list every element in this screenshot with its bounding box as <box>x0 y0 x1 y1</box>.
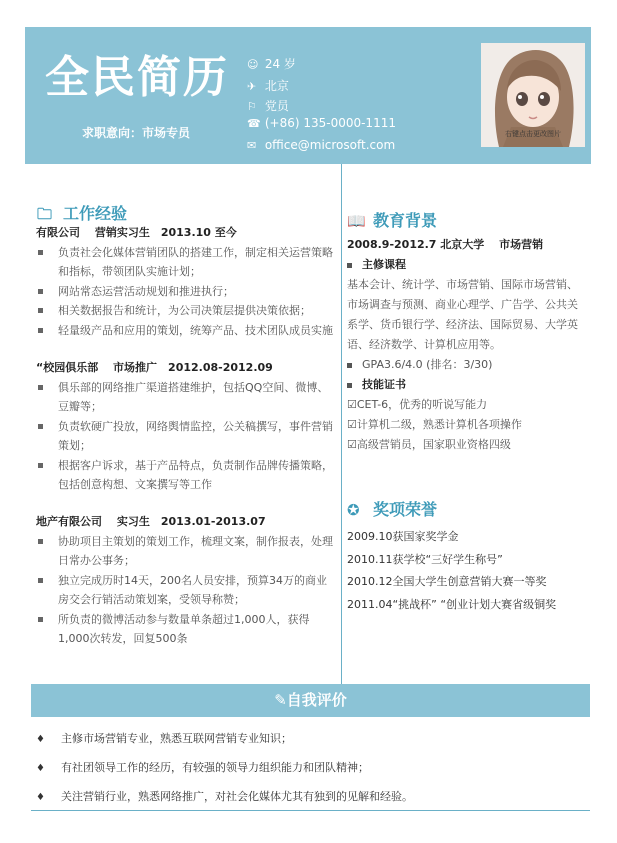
star-icon: ✪ <box>347 501 360 519</box>
job-3-bullet-cont: 日常办公事务； <box>58 554 135 567</box>
work-title-text: 工作经验 <box>63 204 128 223</box>
job-3-bullet: 所负责的微博活动参与数量单条超过1,000人，获得 <box>36 610 336 630</box>
school-line: 2008.9-2012.7 北京大学 市场营销 <box>347 238 544 251</box>
job-1-title: 有限公司 营销实习生 2013.10 至今 <box>36 226 237 239</box>
awards-title-text: 奖项荣誉 <box>373 500 438 519</box>
course-line: 市场调查与预测、商业心理学、广告学、公共关 <box>347 298 578 311</box>
contact-city <box>247 77 289 94</box>
award-item: 2010.12全国大学生创意营销大赛一等奖 <box>347 575 547 588</box>
folder-icon: 🗀 <box>37 205 53 223</box>
cert-label-row: 技能证书 <box>347 375 587 395</box>
phone-icon: ☎ <box>247 117 261 130</box>
job-intent: 求职意向：市场专员 <box>82 126 191 140</box>
courses-label-row: 主修课程 <box>347 255 587 275</box>
job-2-bullet-cont: 豆瓣等； <box>58 400 102 413</box>
education-title-text: 教育背景 <box>373 211 438 230</box>
photo-hint: 右键点击更改图片 <box>505 130 561 138</box>
pencil-icon: ✎ <box>274 691 287 709</box>
cert-item: ☑计算机二级，熟悉计算机各项操作 <box>347 418 522 431</box>
cert-item: ☑高级营销员，国家职业资格四级 <box>347 438 511 451</box>
job-1-bullet: 负责社会化媒体营销团队的搭建工作，制定相关运营策略 <box>36 243 336 263</box>
award-item: 2010.11获学校“三好学生称号” <box>347 552 503 566</box>
awards-list <box>347 526 587 616</box>
job-1-bullet: 网站常态运营活动规划和推进执行； <box>36 282 336 302</box>
contact-age <box>247 55 296 72</box>
book-icon: 📖 <box>347 212 366 230</box>
job-1-bullet: 相关数据报告和统计，为公司决策层提供决策依据； <box>36 301 336 321</box>
award-item: 2011.04“挑战杯” “创业计划大赛省级铜奖 <box>347 597 557 611</box>
job-2-title: “校园俱乐部 市场推广 2012.08-2012.09 <box>36 361 273 374</box>
job-3-bullet: 协助项目主策划的策划工作，梳理文案，制作报表，处理 <box>36 532 336 552</box>
award-item: 2009.10获国家奖学金 <box>347 530 459 543</box>
age-text: 24 岁 <box>264 57 296 71</box>
profile-photo[interactable] <box>481 43 585 147</box>
job-2 <box>36 358 336 495</box>
job-3 <box>36 512 336 649</box>
bottom-divider <box>31 810 590 811</box>
diamond-icon: ♦ <box>36 734 45 745</box>
city-text: 北京 <box>264 79 289 93</box>
party-text: 党员 <box>264 99 289 113</box>
job-2-bullet-cont: 包括创意构想、文案撰写等工作 <box>58 478 212 491</box>
course-line: 系学、货币银行学、经济法、国际贸易、大学英 <box>347 318 578 331</box>
column-divider <box>341 164 342 684</box>
education-body <box>347 235 587 455</box>
job-2-bullet: 俱乐部的网络推广渠道搭建维护，包括QQ空间、微博、 <box>36 378 336 398</box>
cert-item: ☑CET-6，优秀的听说写能力 <box>347 398 488 411</box>
phone-text: (+86) 135-0000-1111 <box>264 116 396 130</box>
education-section-title <box>347 208 437 231</box>
self-eval-bar <box>31 684 590 717</box>
job-3-bullet-cont: 房交会行销活动策划案，受领导称赞； <box>58 593 245 606</box>
email-text: office@microsoft.com <box>264 138 396 152</box>
job-3-title: 地产有限公司 实习生 2013.01-2013.07 <box>36 515 266 528</box>
self-eval-item: ♦ 有社团领导工作的经历，有较强的领导力组织能力和团队精神； <box>36 761 369 774</box>
job-3-bullet: 独立完成历时14天，200名人员安排，预算34万的商业 <box>36 571 336 591</box>
job-1 <box>36 223 336 340</box>
job-2-bullet: 负责软硬广投放，网络舆情监控，公关稿撰写，事件营销 <box>36 417 336 437</box>
resume-title: 全民简历 <box>45 52 229 103</box>
job-1-bullet-cont: 和指标，带领团队实施计划； <box>58 265 201 278</box>
self-eval-title: 自我评价 <box>286 691 347 709</box>
diamond-icon: ♦ <box>36 792 45 803</box>
diamond-icon: ♦ <box>36 763 45 774</box>
self-eval-item: ♦ 主修市场营销专业，熟悉互联网营销专业知识； <box>36 732 292 745</box>
job-2-bullet-cont: 策划； <box>58 439 91 452</box>
resume-header <box>25 27 591 164</box>
plane-icon: ✈ <box>247 80 257 93</box>
awards-section-title <box>347 497 437 520</box>
self-eval-item: ♦ 关注营销行业，熟悉网络推广，对社会化媒体尤其有独到的见解和经验。 <box>36 790 413 803</box>
course-line: 语、经济数学、计算机应用等。 <box>347 338 501 351</box>
mail-icon: ✉ <box>247 139 257 152</box>
smile-icon: ☺ <box>247 58 259 71</box>
flag-icon: ⚐ <box>247 100 257 113</box>
contact-party <box>247 97 289 114</box>
job-3-bullet-cont: 1,000次转发，回复500条 <box>58 632 188 645</box>
contact-phone <box>247 116 396 130</box>
job-1-bullet: 轻量级产品和应用的策划，统筹产品、技术团队成员实施 <box>36 321 336 341</box>
gpa-row: GPA3.6/4.0 (排名：3/30) <box>347 355 587 375</box>
contact-email <box>247 138 395 152</box>
course-line: 基本会计、统计学、市场营销、国际市场营销、 <box>347 278 578 291</box>
job-2-bullet: 根据客户诉求，基于产品特点，负责制作品牌传播策略， <box>36 456 336 476</box>
